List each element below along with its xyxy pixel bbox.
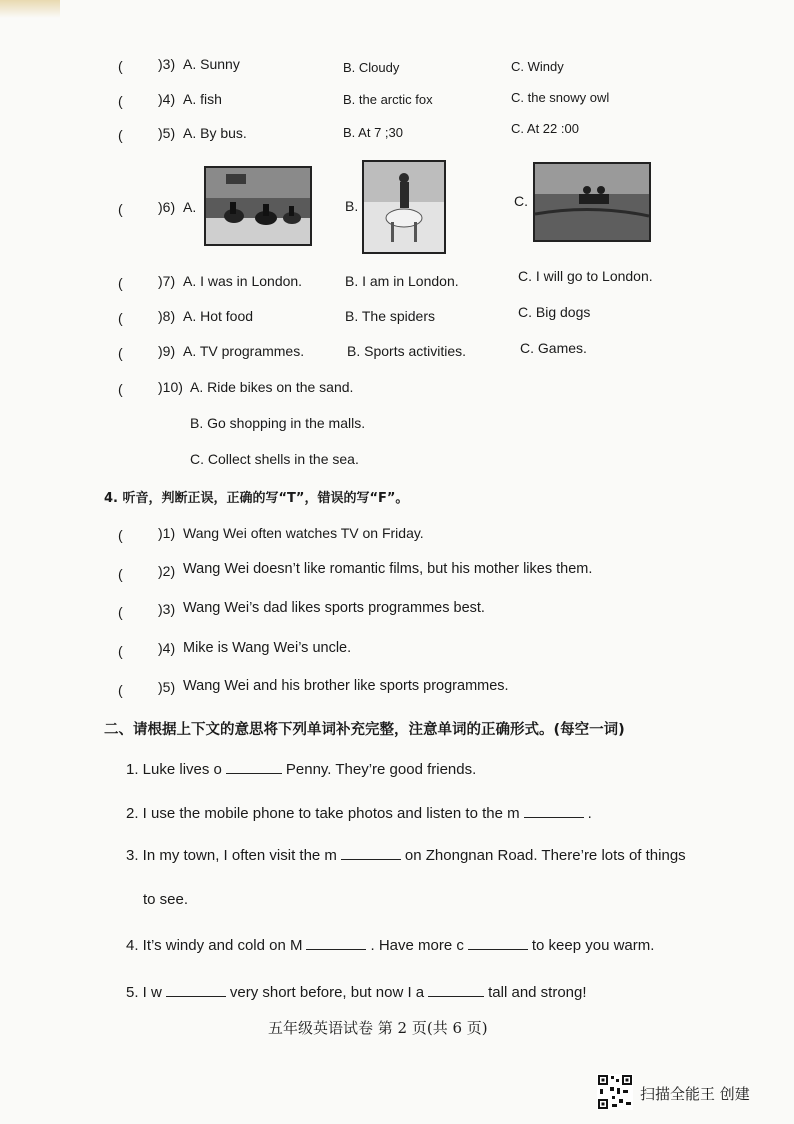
- s1-blank[interactable]: [226, 759, 282, 774]
- q5-b: B. At 7 ;30: [343, 125, 403, 140]
- answer-paren: (: [118, 682, 123, 698]
- q5-a: A. By bus.: [183, 125, 247, 141]
- q8-a: A. Hot food: [183, 308, 254, 324]
- tf-text: Wang Wei’s dad likes sports programmes best.: [183, 600, 485, 616]
- s5-blank-1[interactable]: [166, 982, 226, 997]
- q9-c: C. Games.: [520, 340, 587, 356]
- s2-part-a: 2. I use the mobile phone to take photos and listen to the m: [126, 805, 520, 822]
- q7-num: )7): [158, 273, 176, 289]
- tf-num: )4): [158, 640, 176, 656]
- s5-part-c: tall and strong!: [488, 984, 587, 1001]
- s2-part-b: .: [587, 805, 592, 822]
- answer-paren: (: [118, 566, 123, 582]
- q8-num: )8): [158, 308, 176, 324]
- q5-c: C. At 22 :00: [511, 121, 579, 136]
- q6-photo-c: [533, 162, 651, 242]
- q4-b: B. the arctic fox: [343, 92, 433, 107]
- tf-num: )1): [158, 525, 176, 541]
- q6-num: )6): [158, 199, 176, 215]
- s3-part-c: to see.: [143, 891, 189, 908]
- q6-b: B.: [345, 198, 359, 214]
- sentence-1: [126, 759, 476, 778]
- top-fragment: [0, 0, 60, 18]
- answer-paren: (: [118, 127, 123, 143]
- answer-paren: (: [118, 275, 123, 291]
- q6-a: A.: [183, 199, 197, 215]
- q3-a: A. Sunny: [183, 56, 240, 72]
- answer-paren: (: [118, 58, 123, 74]
- q10-a: A. Ride bikes on the sand.: [190, 379, 354, 395]
- qr-code-icon: [597, 1074, 633, 1110]
- q5-num: )5): [158, 125, 176, 141]
- sentence-3: [126, 845, 686, 864]
- tf-text: Wang Wei often watches TV on Friday.: [183, 525, 424, 541]
- s3-blank[interactable]: [341, 845, 401, 860]
- sentence-4: [126, 935, 654, 954]
- q4-a: A. fish: [183, 91, 222, 107]
- q9-b: B. Sports activities.: [347, 343, 467, 359]
- s5-part-a: 5. I w: [126, 984, 162, 1001]
- s5-part-b: very short before, but now I a: [229, 984, 425, 1001]
- part4-heading: 4. 听音，判断正误，正确的写“T”，错误的写“F”。: [104, 491, 409, 506]
- answer-paren: (: [118, 310, 123, 326]
- answer-paren: (: [118, 93, 123, 109]
- answer-paren: (: [118, 527, 123, 543]
- s2-blank[interactable]: [524, 803, 584, 818]
- q10-c: C. Collect shells in the sea.: [190, 451, 359, 467]
- q8-b: B. The spiders: [345, 308, 436, 324]
- q4-c: C. the snowy owl: [511, 90, 610, 105]
- s3-part-b: on Zhongnan Road. There’re lots of things: [404, 847, 686, 864]
- q7-c: C. I will go to London.: [518, 268, 653, 284]
- q4-num: )4): [158, 91, 176, 107]
- s4-part-b: . Have more c: [370, 937, 464, 954]
- q7-a: A. I was in London.: [183, 273, 303, 289]
- answer-paren: (: [118, 345, 123, 361]
- sentence-2: [126, 803, 592, 822]
- q10-b: B. Go shopping in the malls.: [190, 415, 366, 431]
- q6-c: C.: [514, 193, 528, 209]
- s4-blank-2[interactable]: [468, 935, 528, 950]
- s4-blank-1[interactable]: [306, 935, 366, 950]
- section2-heading: 二、请根据上下文的意思将下列单词补充完整，注意单词的正确形式。(每空一词): [104, 722, 625, 738]
- q3-c: C. Windy: [511, 59, 564, 74]
- watermark-text: 扫描全能王 创建: [640, 1085, 750, 1103]
- tf-text: Wang Wei doesn’t like romantic films, but his mother likes them.: [183, 561, 593, 577]
- answer-paren: (: [118, 604, 123, 620]
- tf-num: )5): [158, 679, 176, 695]
- s4-part-c: to keep you warm.: [531, 937, 655, 954]
- q9-num: )9): [158, 343, 176, 359]
- q10-num: )10): [158, 379, 183, 395]
- q3-num: )3): [158, 56, 176, 72]
- tf-num: )2): [158, 563, 176, 579]
- tf-text: Wang Wei and his brother like sports programmes.: [183, 678, 509, 694]
- q6-photo-b: [362, 160, 446, 254]
- s4-part-a: 4. It’s windy and cold on M: [126, 937, 303, 954]
- tf-text: Mike is Wang Wei’s uncle.: [183, 640, 352, 656]
- q7-b: B. I am in London.: [345, 273, 459, 289]
- page-footer: 五年级英语试卷 第 2 页(共 6 页): [268, 1019, 488, 1037]
- s5-blank-2[interactable]: [428, 982, 484, 997]
- q9-a: A. TV programmes.: [183, 343, 305, 359]
- answer-paren: (: [118, 381, 123, 397]
- tf-num: )3): [158, 601, 176, 617]
- q8-c: C. Big dogs: [518, 304, 591, 320]
- s1-part-a: 1. Luke lives o: [126, 761, 222, 778]
- q6-photo-a: [204, 166, 312, 246]
- q3-b: B. Cloudy: [343, 60, 400, 75]
- answer-paren: (: [118, 643, 123, 659]
- answer-paren: (: [118, 201, 123, 217]
- s1-part-b: Penny. They’re good friends.: [285, 761, 477, 778]
- s3-part-a: 3. In my town, I often visit the m: [126, 847, 337, 864]
- sentence-5: [126, 982, 587, 1001]
